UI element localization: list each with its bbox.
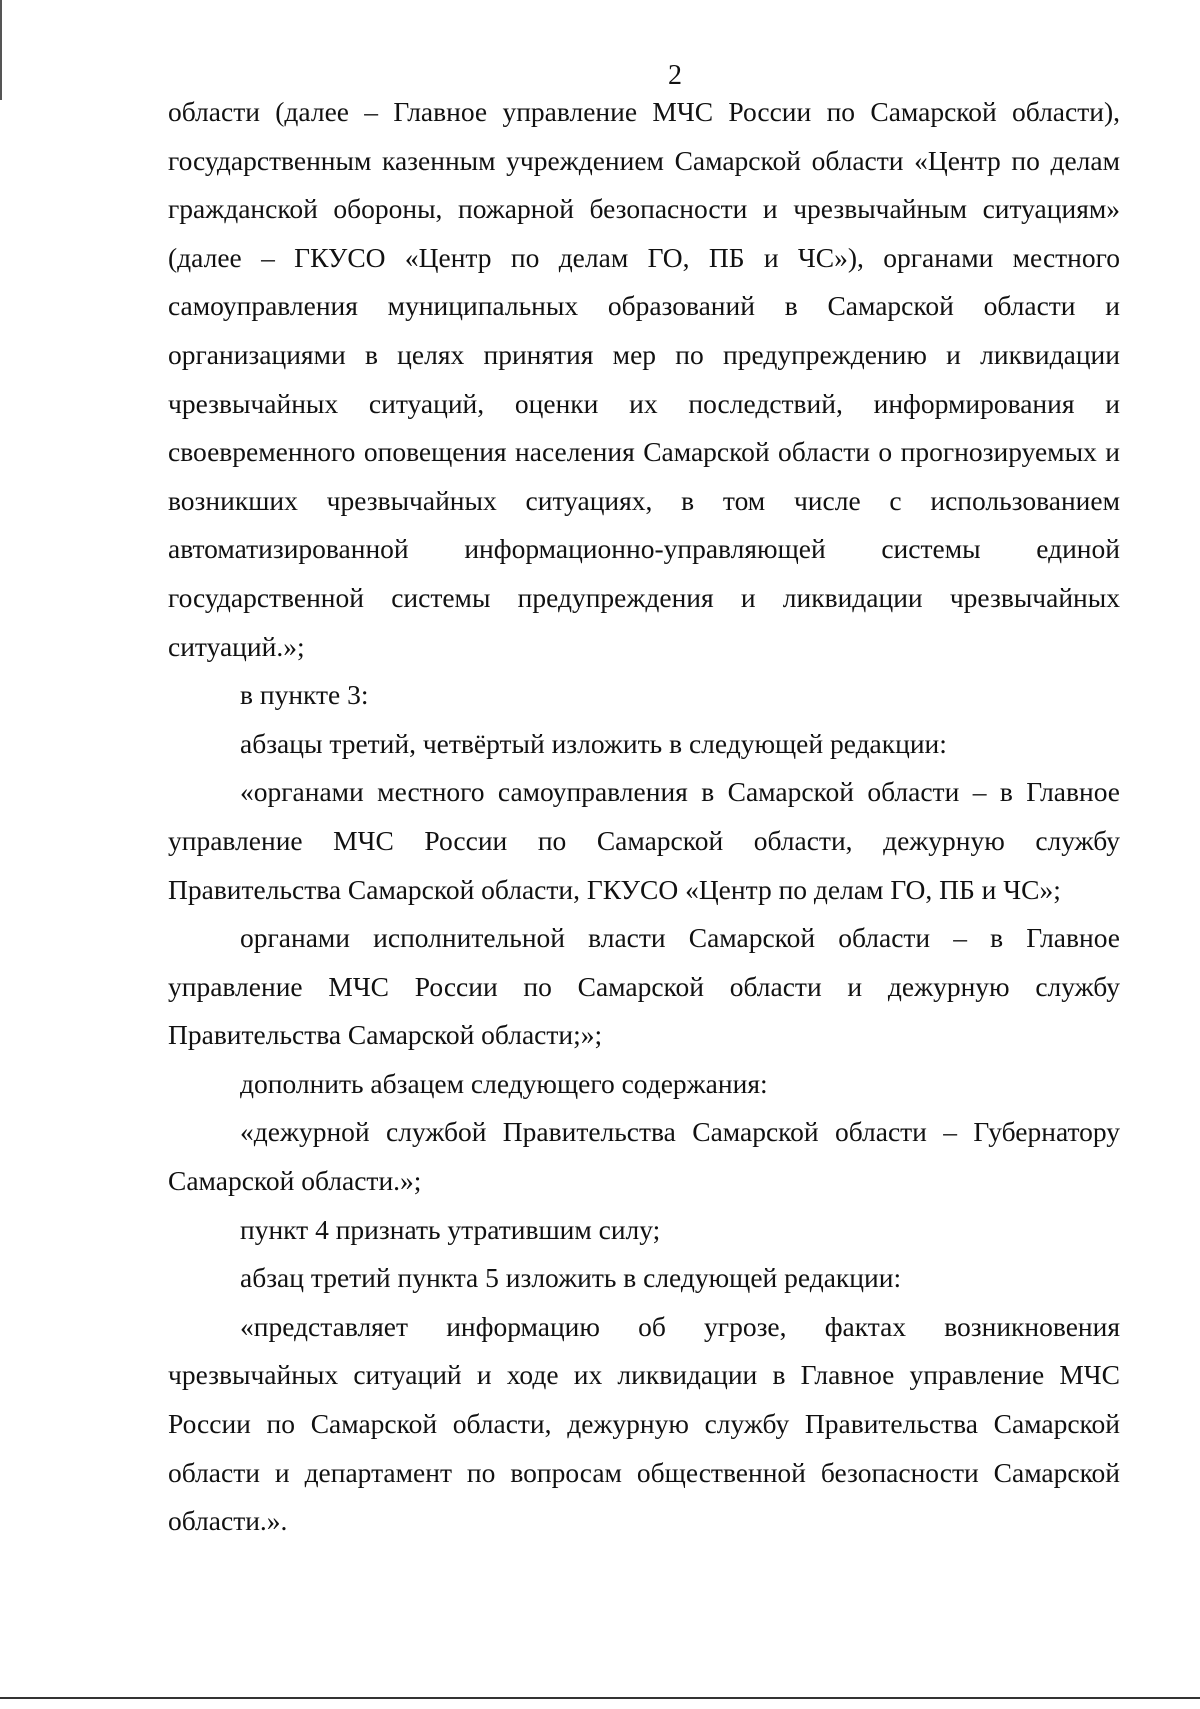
document-body — [168, 88, 1120, 1546]
page-number: 2 — [668, 60, 682, 91]
paragraph: пункт 4 признать утратившим силу; — [240, 1213, 661, 1245]
paragraph: абзацы третий, четвёртый изложить в следующей редакции: — [240, 727, 947, 759]
paragraph: дополнить абзацем следующего содержания: — [240, 1067, 768, 1099]
paragraph: органами исполнительной власти Самарской области – в Главное управление МЧС России по Самарской области и дежурную службу Правительства Самарской области;»; — [168, 922, 1120, 1051]
paragraph: области (далее – Главное управление МЧС России по Самарской области), государственным казенным учреждением Самарской области «Центр по делам гражданской обороны, пожарной безопасности и чрезвычайным ситуациям» (далее – ГКУСО «Центр по делам ГО, ПБ и ЧС»), органами местного самоуправления муниципальных образований в Самарской области и организациями в целях принятия мер по предупреждению и ликвидации чрезвычайных ситуаций, оценки их последствий, информирования и своевременного оповещения населения Самарской области о прогнозируемых и возникших чрезвычайных ситуациях, в том числе с использованием автоматизированной информационно-управляющей системы единой государственной системы предупреждения и ликвидации чрезвычайных ситуаций.»; — [168, 96, 1120, 662]
paragraph: абзац третий пункта 5 изложить в следующей редакции: — [240, 1262, 902, 1294]
paragraph: «дежурной службой Правительства Самарской области – Губернатору Самарской области.»; — [168, 1116, 1120, 1197]
paragraph: в пункте 3: — [240, 679, 369, 711]
paragraph: «представляет информацию об угрозе, фактах возникновения чрезвычайных ситуаций и ходе их ликвидации в Главное управление МЧС России по Самарской области, дежурную службу Правительства Самарской области и департамент по вопросам общественной безопасности Самарской области.». — [168, 1310, 1120, 1537]
scan-edge-bottom — [0, 1697, 1200, 1699]
paragraph: «органами местного самоуправления в Самарской области – в Главное управление МЧС России по Самарской области, дежурную службу Правительства Самарской области, ГКУСО «Центр по делам ГО, ПБ и ЧС»; — [168, 776, 1120, 905]
